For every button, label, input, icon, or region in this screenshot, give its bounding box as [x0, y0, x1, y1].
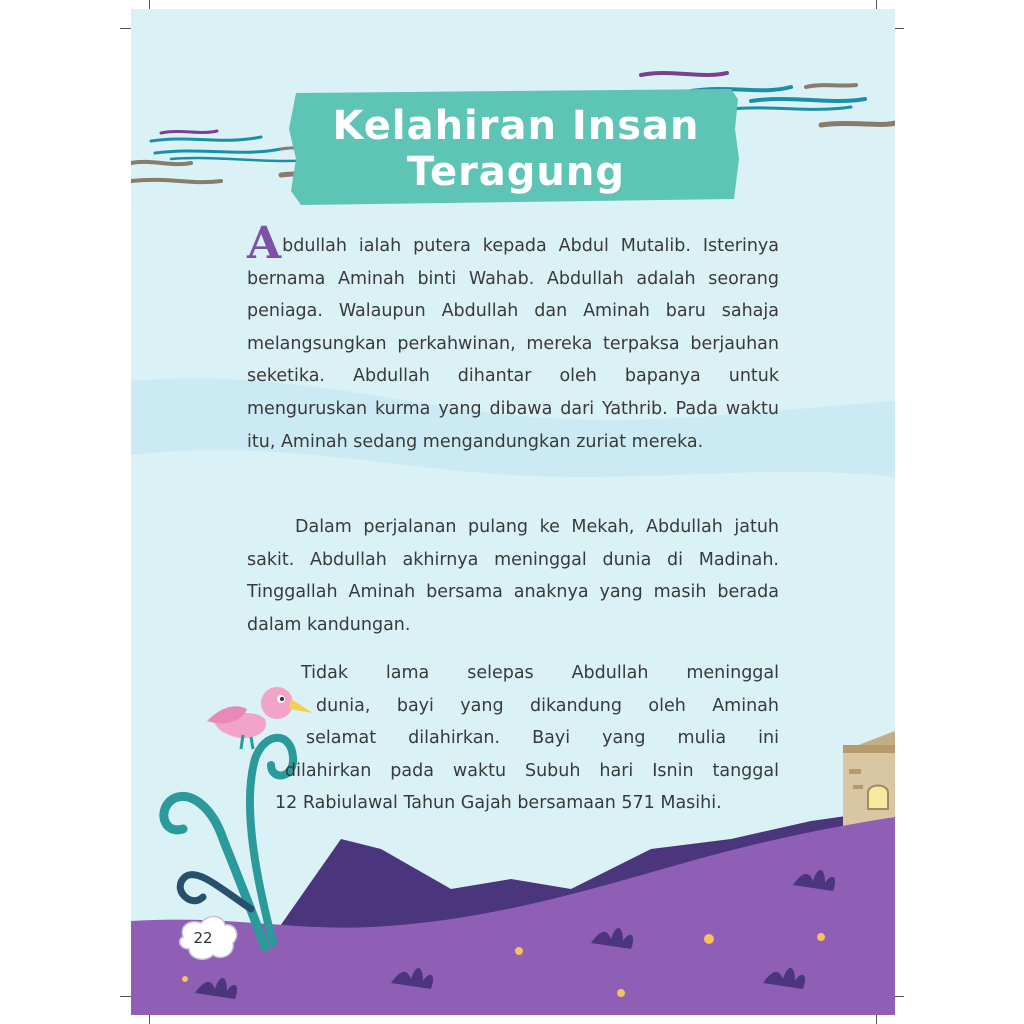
paragraph-1-text: bdullah ialah putera kepada Abdul Mutalib. Isterinya bernama Aminah binti Wahab. Abdullah adalah seorang peniaga. Walaupun Abdullah dan Aminah baru sahaja melangsungkan perkahwinan, mereka terpaksa berjauhan seketika. Abdullah dihantar oleh bapanya untuk menguruskan kurma yang dibawa dari Yathrib. Pada waktu itu, Aminah sedang mengandungkan zuriat mereka.	[247, 236, 779, 452]
paragraph-2: Dalam perjalanan pulang ke Mekah, Abdullah jatuh sakit. Abdullah akhirnya meninggal dunia di Madinah. Tinggallah Aminah bersama anaknya yang masih berada dalam kandungan.	[247, 517, 779, 635]
book-page	[131, 9, 895, 1015]
page-number: 22	[193, 929, 213, 947]
title-banner	[293, 89, 739, 205]
curly-vine-illustration	[164, 738, 293, 947]
paragraph-3-line: selamat dilahirkan. Bayi yang mulia ini	[306, 728, 779, 749]
paragraph-3	[275, 657, 779, 820]
bird-illustration	[207, 687, 313, 749]
paragraph-3-line: dunia, bayi yang dikandung oleh Aminah	[316, 695, 779, 716]
paragraph-3-line: dilahirkan pada waktu Subuh hari Isnin tanggal	[285, 760, 779, 781]
paragraph-1	[247, 218, 779, 458]
title-line-1: Kelahiran Insan	[332, 103, 700, 149]
title-line-2: Teragung	[406, 149, 626, 195]
paragraph-3-line: Tidak lama selepas Abdullah meninggal	[301, 663, 779, 683]
page-title	[293, 103, 739, 195]
paragraph-3-line: 12 Rabiulawal Tahun Gajah bersamaan 571 Masihi.	[275, 793, 722, 814]
drop-cap: A	[247, 218, 282, 269]
building-illustration	[843, 731, 895, 829]
